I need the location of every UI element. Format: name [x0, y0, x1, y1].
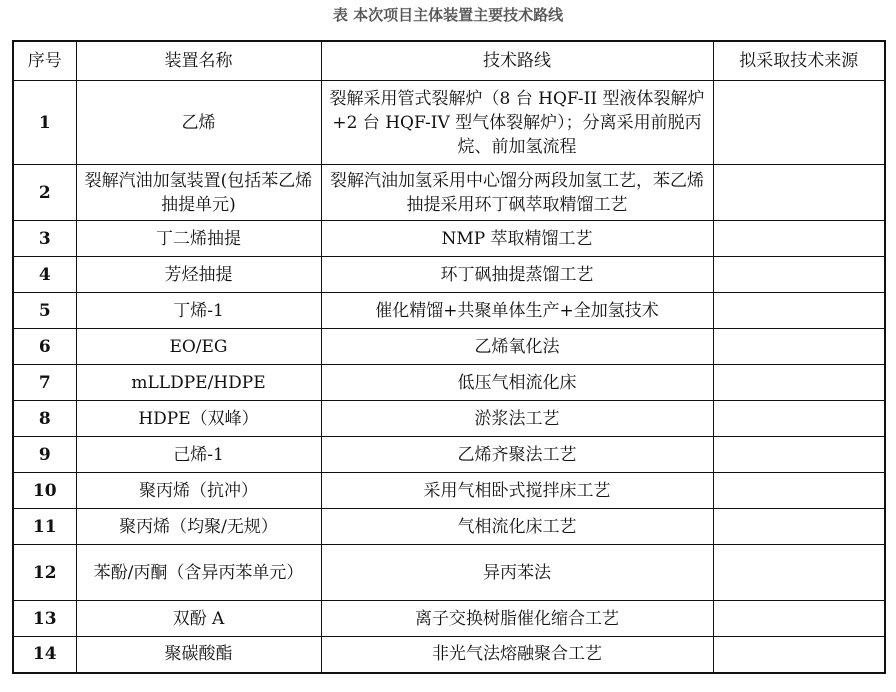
tech-route: 采用气相卧式搅拌床工艺	[321, 473, 713, 509]
tech-route: 乙烯氧化法	[321, 329, 713, 365]
tech-source	[713, 329, 885, 365]
header-tech: 技术路线	[321, 41, 713, 81]
table-row	[13, 81, 885, 165]
table-caption: 表 本次项目主体装置主要技术路线	[332, 6, 564, 24]
header-source: 拟采取技术来源	[713, 41, 885, 81]
row-number: 12	[13, 545, 76, 601]
row-number: 5	[13, 293, 76, 329]
row-number: 14	[13, 637, 76, 673]
device-name: 丁烯-1	[76, 293, 321, 329]
tech-route: 非光气法熔融聚合工艺	[321, 637, 713, 673]
tech-source	[713, 365, 885, 401]
device-name: HDPE（双峰）	[76, 401, 321, 437]
row-number: 8	[13, 401, 76, 437]
tech-source	[713, 221, 885, 257]
header-row	[13, 41, 885, 81]
device-name: 苯酚/丙酮（含异丙苯单元）	[76, 545, 321, 601]
tech-route: 环丁砜抽提蒸馏工艺	[321, 257, 713, 293]
device-name: 芳烃抽提	[76, 257, 321, 293]
device-name: 聚丙烯（抗冲）	[76, 473, 321, 509]
tech-source	[713, 509, 885, 545]
tech-route: NMP 萃取精馏工艺	[321, 221, 713, 257]
device-name: 乙烯	[76, 81, 321, 165]
device-name: 裂解汽油加氢装置(包括苯乙烯抽提单元)	[76, 165, 321, 221]
device-name: 己烯-1	[76, 437, 321, 473]
header-no: 序号	[13, 41, 76, 81]
row-number: 11	[13, 509, 76, 545]
table-row	[13, 401, 885, 437]
tech-route: 淤浆法工艺	[321, 401, 713, 437]
tech-source	[713, 401, 885, 437]
technology-table	[12, 40, 886, 674]
tech-route: 催化精馏+共聚单体生产+全加氢技术	[321, 293, 713, 329]
device-name: mLLDPE/HDPE	[76, 365, 321, 401]
tech-source	[713, 637, 885, 673]
tech-source	[713, 293, 885, 329]
tech-source	[713, 473, 885, 509]
tech-route: 低压气相流化床	[321, 365, 713, 401]
table-row	[13, 601, 885, 637]
table-row	[13, 437, 885, 473]
row-number: 2	[13, 165, 76, 221]
tech-route: 乙烯齐聚法工艺	[321, 437, 713, 473]
row-number: 6	[13, 329, 76, 365]
tech-source	[713, 257, 885, 293]
table-row	[13, 257, 885, 293]
table-row	[13, 637, 885, 673]
row-number: 13	[13, 601, 76, 637]
tech-route: 气相流化床工艺	[321, 509, 713, 545]
tech-source	[713, 81, 885, 165]
tech-route: 异丙苯法	[321, 545, 713, 601]
table-row	[13, 545, 885, 601]
table-row	[13, 293, 885, 329]
table-row	[13, 329, 885, 365]
tech-route: 离子交换树脂催化缩合工艺	[321, 601, 713, 637]
row-number: 4	[13, 257, 76, 293]
device-name: 聚碳酸酯	[76, 637, 321, 673]
device-name: 丁二烯抽提	[76, 221, 321, 257]
tech-source	[713, 601, 885, 637]
tech-source	[713, 545, 885, 601]
row-number: 9	[13, 437, 76, 473]
device-name: 聚丙烯（均聚/无规）	[76, 509, 321, 545]
header-name: 装置名称	[76, 41, 321, 81]
device-name: 双酚 A	[76, 601, 321, 637]
row-number: 3	[13, 221, 76, 257]
row-number: 7	[13, 365, 76, 401]
table-row	[13, 165, 885, 221]
tech-route: 裂解采用管式裂解炉（8 台 HQF-II 型液体裂解炉+2 台 HQF-IV 型气体裂解炉）；分离采用前脱丙烷、前加氢流程	[321, 81, 713, 165]
device-name: EO/EG	[76, 329, 321, 365]
tech-source	[713, 165, 885, 221]
table-row	[13, 365, 885, 401]
table-row	[13, 509, 885, 545]
table-body	[13, 81, 885, 673]
row-number: 10	[13, 473, 76, 509]
tech-route: 裂解汽油加氢采用中心馏分两段加氢工艺，苯乙烯抽提采用环丁砜萃取精馏工艺	[321, 165, 713, 221]
table-row	[13, 473, 885, 509]
row-number: 1	[13, 81, 76, 165]
table-row	[13, 221, 885, 257]
tech-source	[713, 437, 885, 473]
